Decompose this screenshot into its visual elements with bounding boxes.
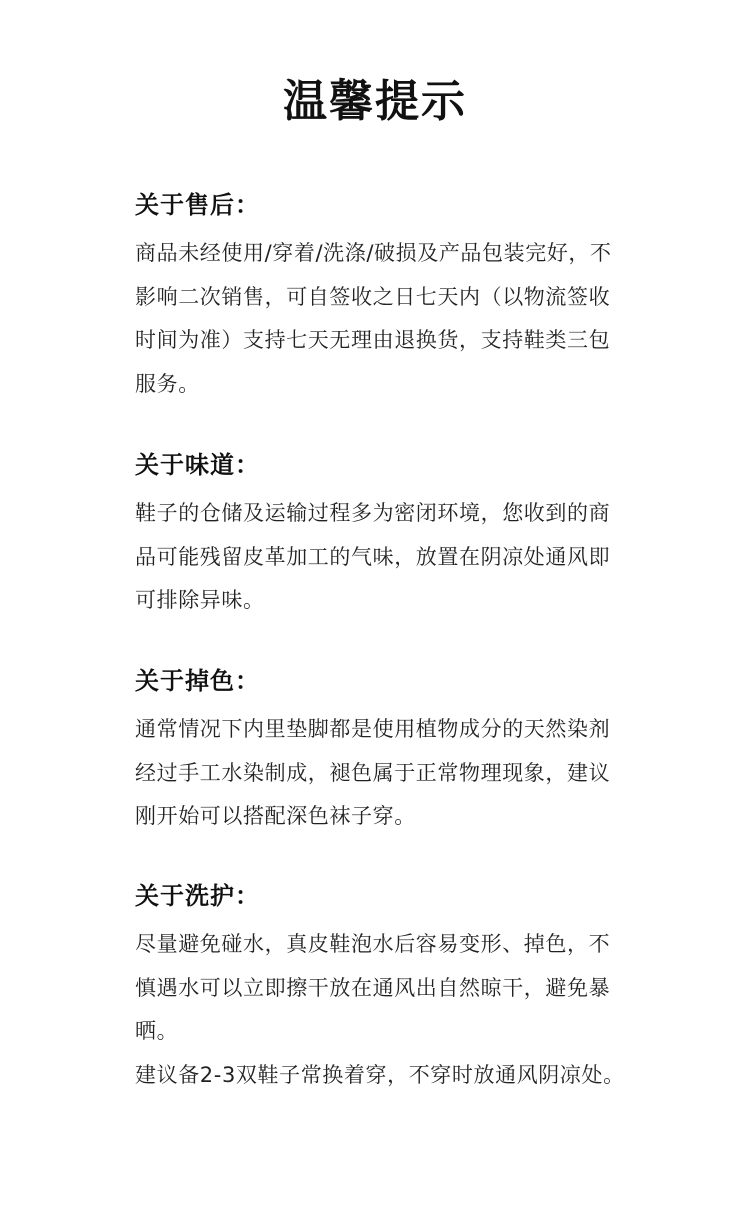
section-heading: 关于掉色：	[135, 667, 260, 695]
section-paragraph: 建议备2-3双鞋子常换着穿，不穿时放通风阴凉处。	[135, 1062, 625, 1087]
section-after-sales	[135, 188, 625, 406]
section-smell	[135, 448, 625, 623]
section-color-fade	[135, 664, 625, 839]
section-heading: 关于售后：	[135, 191, 260, 219]
section-paragraph: 尽量避免碰水，真皮鞋泡水后容易变形、掉色，不慎遇水可以立即擦干放在通风出自然晾干，避免暴晒。	[135, 932, 611, 1043]
page-title: 温馨提示	[283, 76, 467, 127]
section-care	[135, 879, 625, 1097]
section-paragraph: 通常情况下内里垫脚都是使用植物成分的天然染剂经过手工水染制成，褪色属于正常物理现象，建议刚开始可以搭配深色袜子穿。	[135, 717, 611, 828]
section-paragraph: 鞋子的仓储及运输过程多为密闭环境，您收到的商品可能残留皮革加工的气味，放置在阴凉处通风即可排除异味。	[135, 501, 611, 612]
section-heading: 关于洗护：	[135, 882, 260, 910]
section-paragraph: 商品未经使用/穿着/洗涤/破损及产品包装完好，不影响二次销售，可自签收之日七天内（以物流签收时间为准）支持七天无理由退换货，支持鞋类三包服务。	[135, 241, 612, 396]
section-heading: 关于味道：	[135, 451, 260, 479]
